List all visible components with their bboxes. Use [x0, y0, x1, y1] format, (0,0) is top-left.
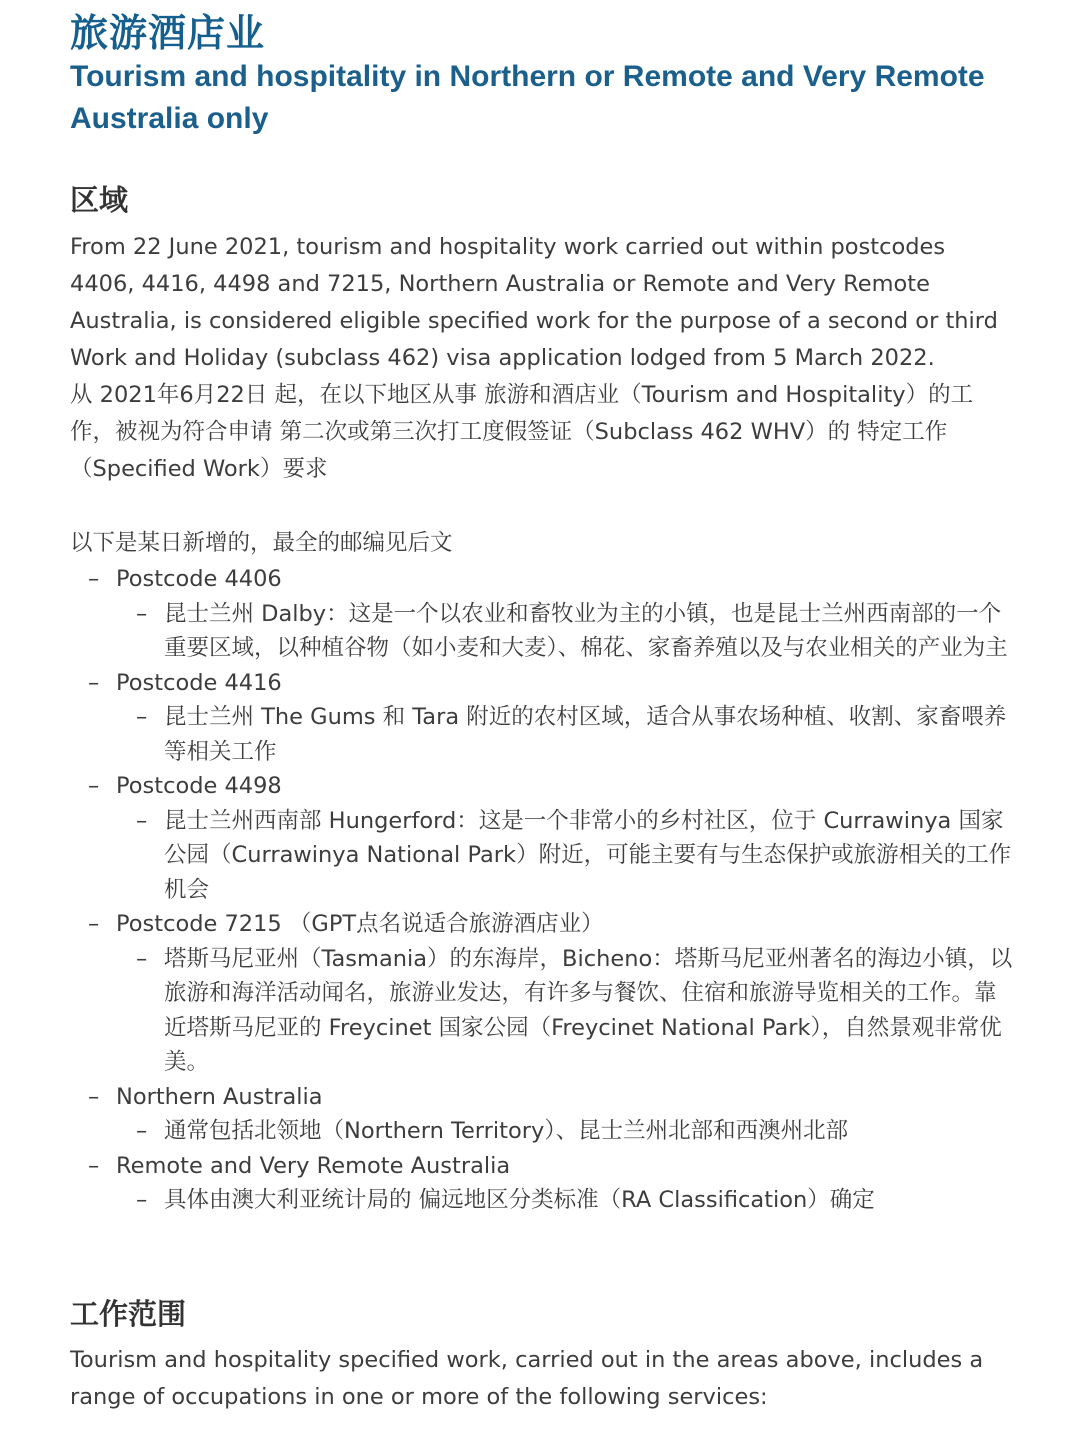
list-item: – Remote and Very Remote Australia: [88, 1152, 511, 1179]
list-subitem: – 昆士兰州 Dalby：这是一个以农业和畜牧业为主的小镇，也是昆士兰州西南部的一个重要区域，以种植谷物（如小麦和大麦）、棉花、家畜养殖以及与农业相关的产业为主: [136, 600, 1008, 661]
postcode-list: [88, 562, 1018, 1218]
list-subitem: – 昆士兰州 The Gums 和 Tara 附近的农村区域，适合从事农场种植、收割、家畜喂养等相关工作: [136, 704, 1007, 765]
list-subitem: – 昆士兰州西南部 Hungerford：这是一个非常小的乡村社区，位于 Currawinya 国家公园（Currawinya National Park）附近，可能主要有与生态保护或旅游相关的工作机会: [136, 807, 1012, 903]
work-scope-paragraph: Tourism and hospitality specified work, carried out in the areas above, includes a range of occupations in one or more of the following services:: [70, 1347, 984, 1410]
page-title-english: Tourism and hospitality in Northern or Remote and Very Remote Australia only: [70, 60, 985, 135]
section-heading-work-scope: 工作范围: [70, 1297, 187, 1331]
page-title-chinese: 旅游酒店业: [70, 11, 266, 55]
list-item: – Postcode 7215 （GPT点名说适合旅游酒店业）: [88, 911, 604, 937]
list-subitem: – 具体由澳大利亚统计局的 偏远地区分类标准（RA Classification）确定: [136, 1187, 875, 1213]
list-subitem: – 通常包括北领地（Northern Territory）、昆士兰州北部和西澳州北部: [136, 1118, 849, 1144]
list-item: – Postcode 4416: [88, 669, 282, 696]
list-subitem: – 塔斯马尼亚州（Tasmania）的东海岸，Bicheno：塔斯马尼亚州著名的海边小镇，以旅游和海洋活动闻名，旅游业发达，有许多与餐饮、住宿和旅游导览相关的工作。靠近塔斯马尼亚的 Freycinet 国家公园（Freycinet National Park），自然景观非常优美。: [136, 945, 1013, 1075]
section-heading-region: 区域: [70, 183, 129, 217]
list-item: – Northern Australia: [88, 1083, 323, 1110]
postcode-intro: 以下是某日新增的，最全的邮编见后文: [70, 530, 453, 556]
list-item: – Postcode 4498: [88, 773, 282, 799]
list-item: – Postcode 4406: [88, 566, 282, 592]
region-paragraph-chinese: 从 2021年6月22日 起，在以下地区从事 旅游和酒店业（Tourism and Hospitality）的工作，被视为符合申请 第二次或第三次打工度假签证（Subclass 462 WHV）的 特定工作（Specified Work）要求: [70, 382, 974, 482]
region-paragraph-english: From 22 June 2021, tourism and hospitality work carried out within postcodes 4406, 4416, 4498 and 7215, Northern Australia or Remote and Very Remote Australia, is considered eligible specified work for the purpose of a second or third Work and Holiday (subclass 462) visa application lodged from 5 March 2022.: [70, 234, 998, 371]
